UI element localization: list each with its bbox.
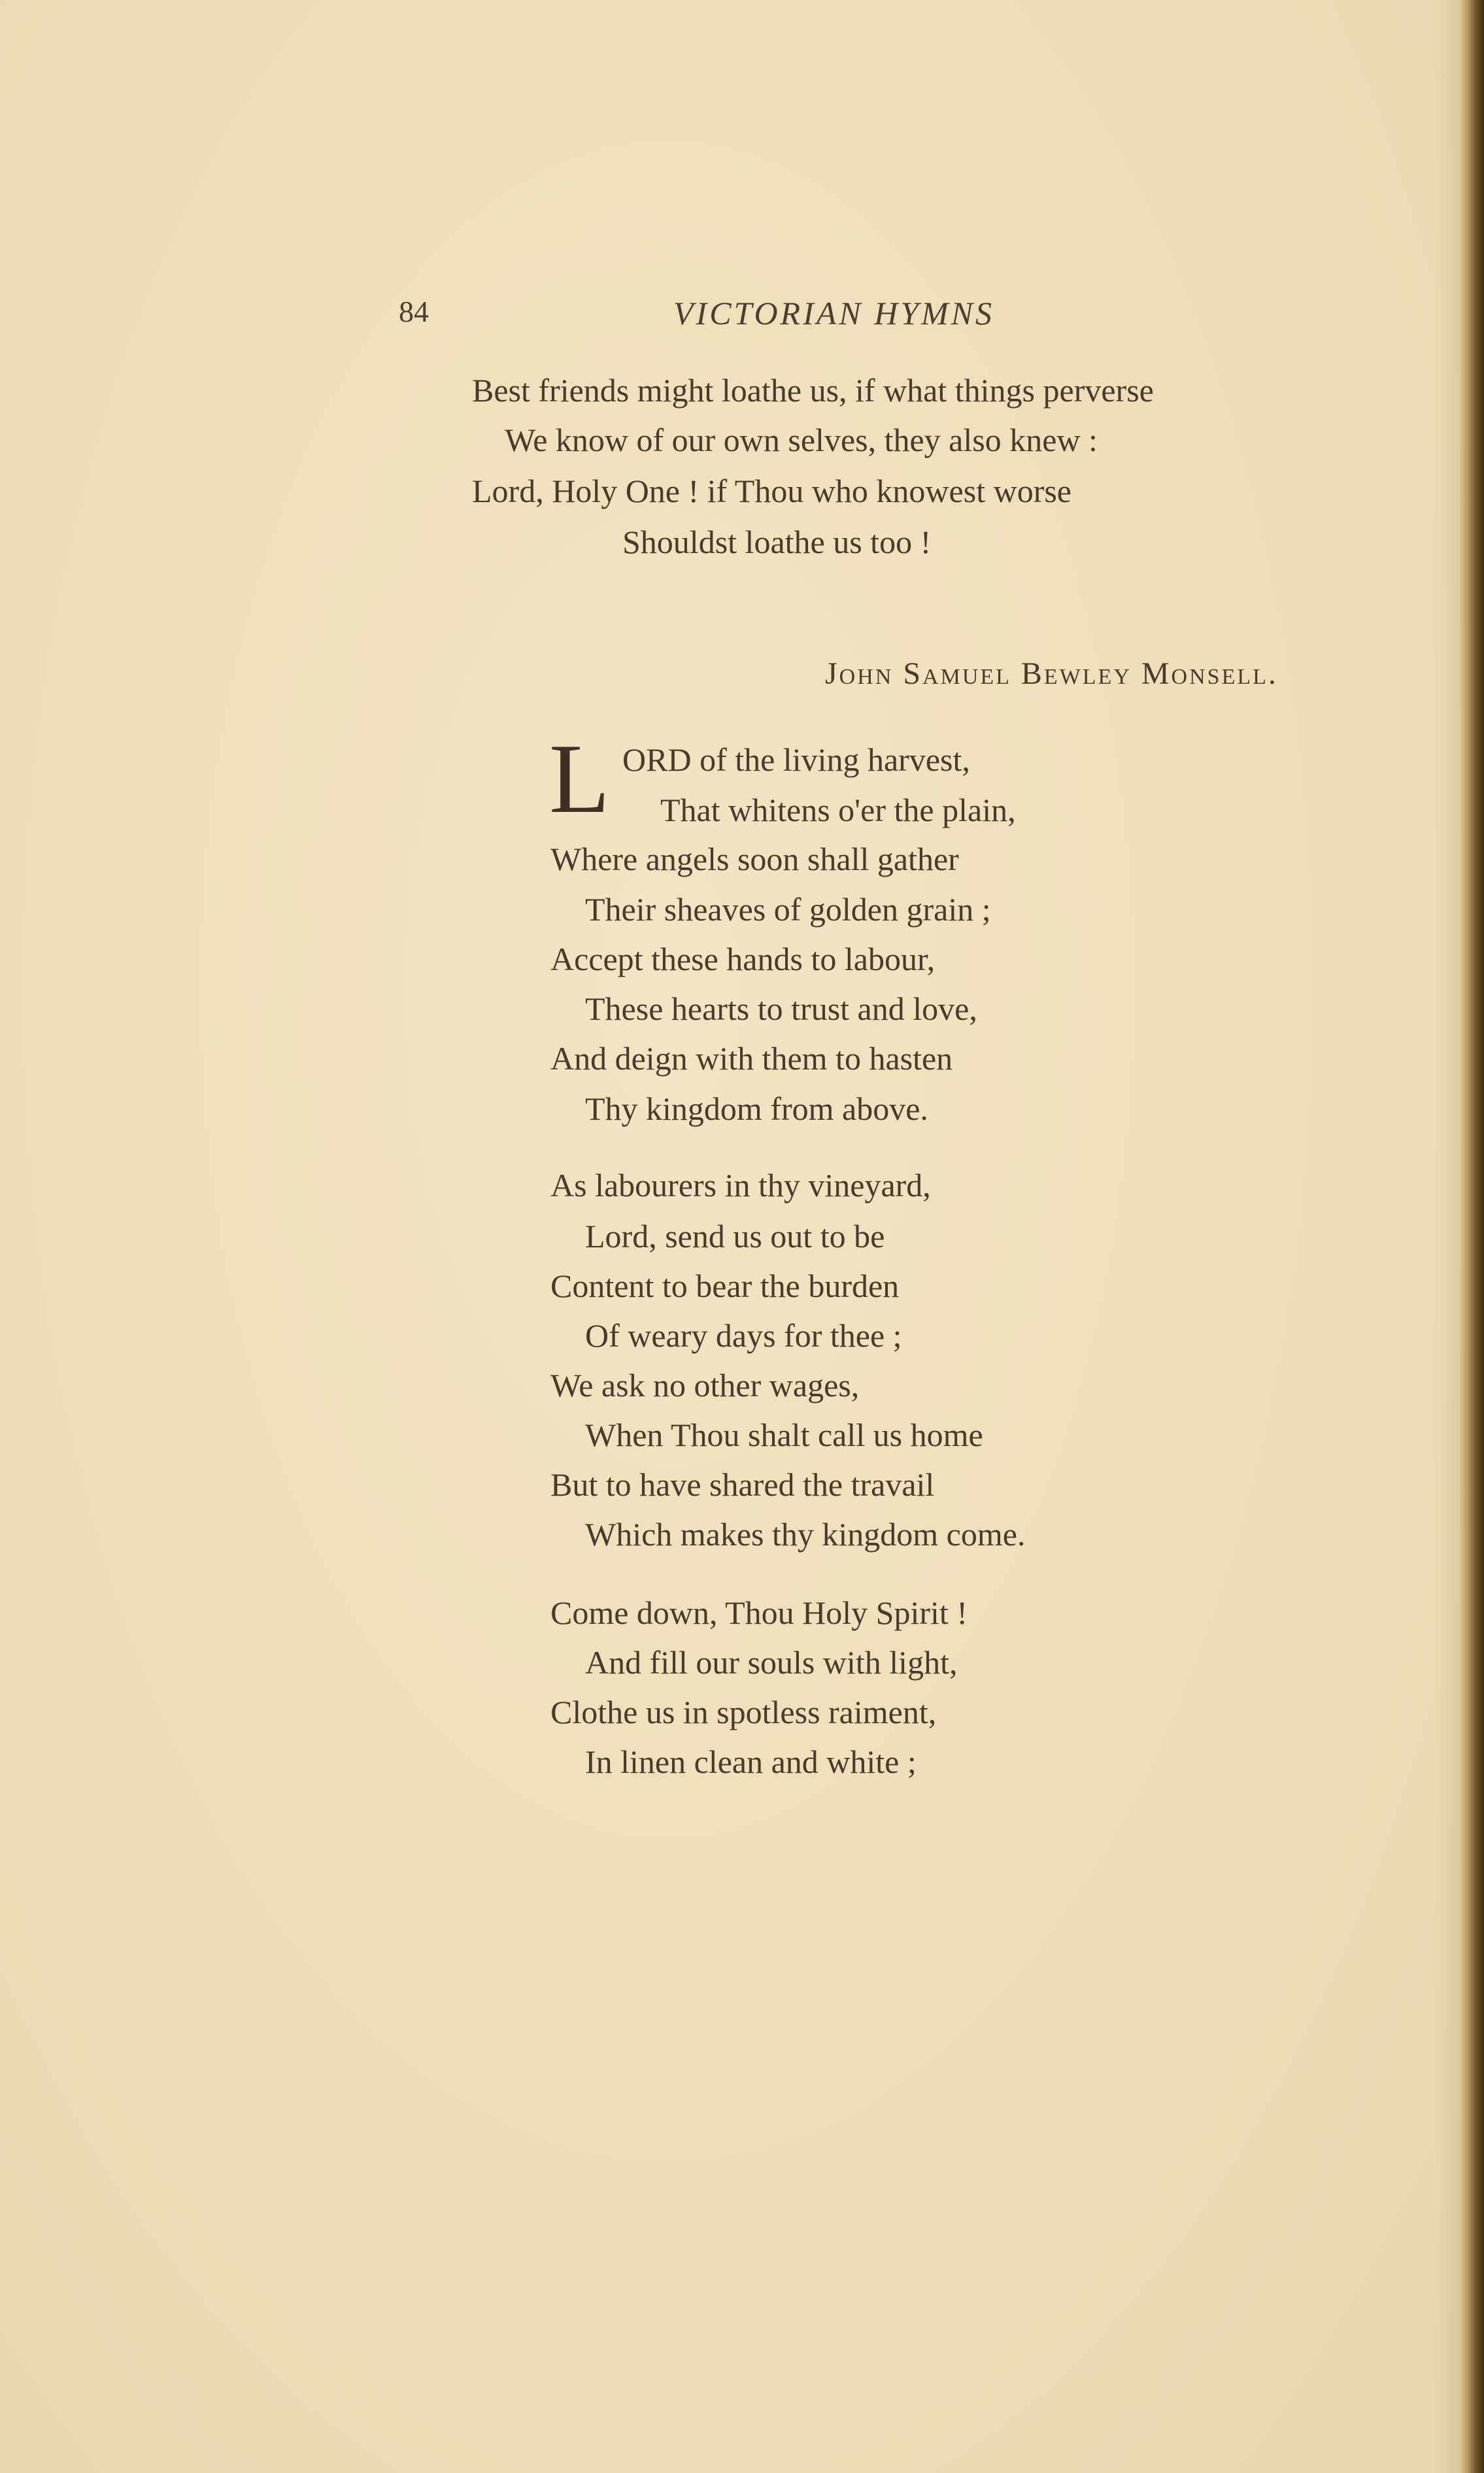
hymn-line: Of weary days for thee ;: [585, 1317, 902, 1354]
hymn-line: Which makes thy kingdom come.: [585, 1516, 1026, 1553]
hymn-line: But to have shared the travail: [550, 1466, 935, 1503]
hymn-line: These hearts to trust and love,: [585, 990, 977, 1027]
hymn-line: Lord, send us out to be: [585, 1218, 885, 1254]
hymn-line: Clothe us in spotless raiment,: [550, 1694, 937, 1730]
hymn-first-line: ORD of the living harvest,: [622, 741, 970, 778]
hymn-author-attribution: John Samuel Bewley Monsell.: [825, 656, 1278, 691]
hymn-line: Content to bear the burden: [550, 1268, 900, 1304]
previous-hymn-line: Best friends might loathe us, if what things perverse: [472, 372, 1154, 409]
spine-shadow: [1434, 0, 1460, 2473]
drop-cap-initial: L: [549, 724, 610, 833]
book-spine-edge: [1460, 0, 1484, 2473]
hymn-line: And deign with them to hasten: [550, 1040, 953, 1077]
hymn-line: Accept these hands to labour,: [550, 941, 936, 977]
hymn-line: When Thou shalt call us home: [585, 1417, 983, 1453]
hymn-line: As labourers in thy vineyard,: [550, 1167, 931, 1203]
hymn-line: Thy kingdom from above.: [585, 1090, 928, 1127]
previous-hymn-line: We know of our own selves, they also knew :: [505, 422, 1098, 458]
hymn-line: That whitens o'er the plain,: [660, 792, 1016, 828]
running-title: VICTORIAN HYMNS: [673, 295, 995, 331]
previous-hymn-line: Lord, Holy One ! if Thou who knowest worse: [472, 473, 1071, 509]
hymn-line: Where angels soon shall gather: [550, 841, 959, 877]
hymn-line: In linen clean and white ;: [585, 1743, 917, 1780]
hymn-line: We ask no other wages,: [550, 1367, 860, 1404]
hymn-line: Come down, Thou Holy Spirit !: [550, 1594, 968, 1631]
hymn-line: Their sheaves of golden grain ;: [585, 891, 991, 928]
hymn-line: And fill our souls with light,: [585, 1644, 958, 1681]
previous-hymn-line: Shouldst loathe us too !: [622, 524, 932, 560]
page-number: 84: [399, 295, 429, 328]
